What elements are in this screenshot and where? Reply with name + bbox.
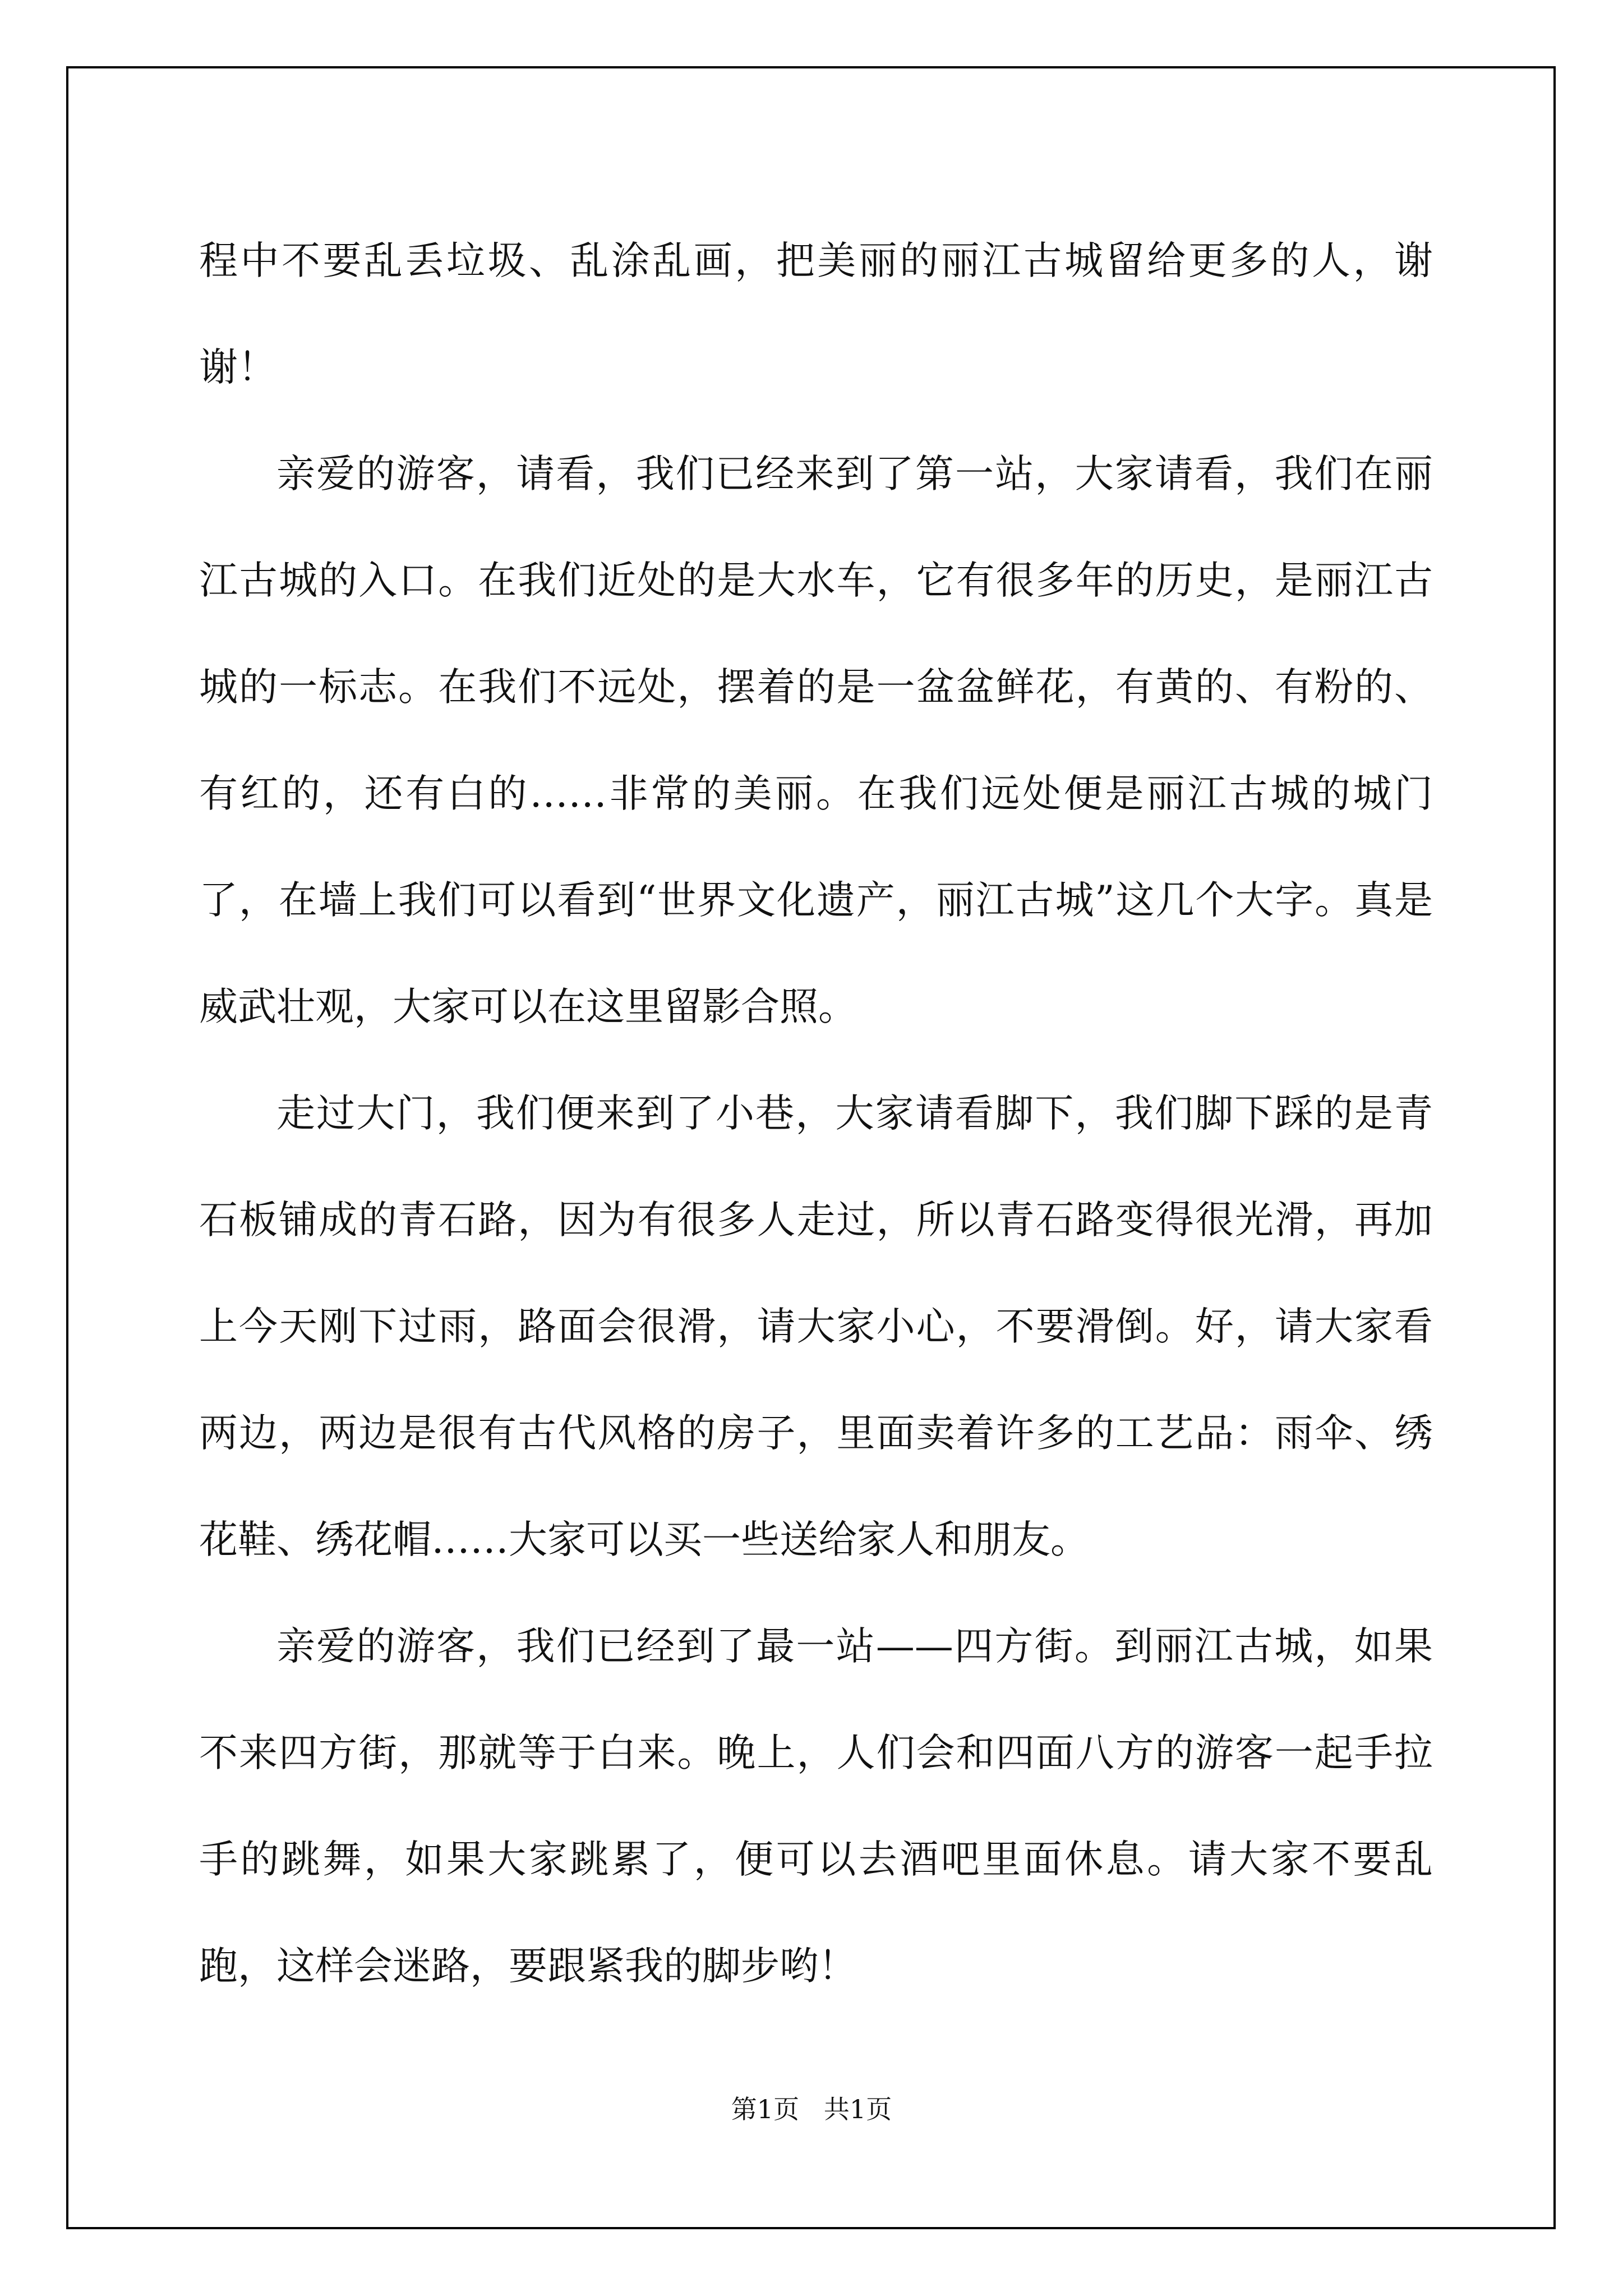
page-number-footer: 第1页 共1页 bbox=[731, 2094, 892, 2124]
paragraph-2: 亲爱的游客，请看，我们已经来到了第一站，大家请看，我们在丽江古城的入口。在我们近处的是大水车，它有很多年的历史，是丽江古城的一标志。在我们不远处，摆着的是一盆盆鲜花，有黄的、有粉的、有红的，还有白的……非常的美丽。在我们远处便是丽江古城的城门了，在墙上我们可以看到“世界文化遗产，丽江古城”这几个大字。真是威武壮观，大家可以在这里留影合照。 bbox=[199, 452, 1433, 1029]
document-body bbox=[199, 208, 1433, 2019]
paragraph-3: 走过大门，我们便来到了小巷，大家请看脚下，我们脚下踩的是青石板铺成的青石路，因为有很多人走过，所以青石路变得很光滑，再加上今天刚下过雨，路面会很滑，请大家小心，不要滑倒。好，请大家看两边，两边是很有古代风格的房子，里面卖着许多的工艺品：雨伞、绣花鞋、绣花帽……大家可以买一些送给家人和朋友。 bbox=[199, 1091, 1433, 1562]
paragraph-1: 程中不要乱丢垃圾、乱涂乱画，把美丽的丽江古城留给更多的人，谢谢！ bbox=[199, 238, 1433, 390]
paragraph-4: 亲爱的游客，我们已经到了最一站——四方街。到丽江古城，如果不来四方街，那就等于白来。晚上，人们会和四面八方的游客一起手拉手的跳舞，如果大家跳累了，便可以去酒吧里面休息。请大家不要乱跑，这样会迷路，要跟紧我的脚步哟！ bbox=[199, 1624, 1433, 1989]
